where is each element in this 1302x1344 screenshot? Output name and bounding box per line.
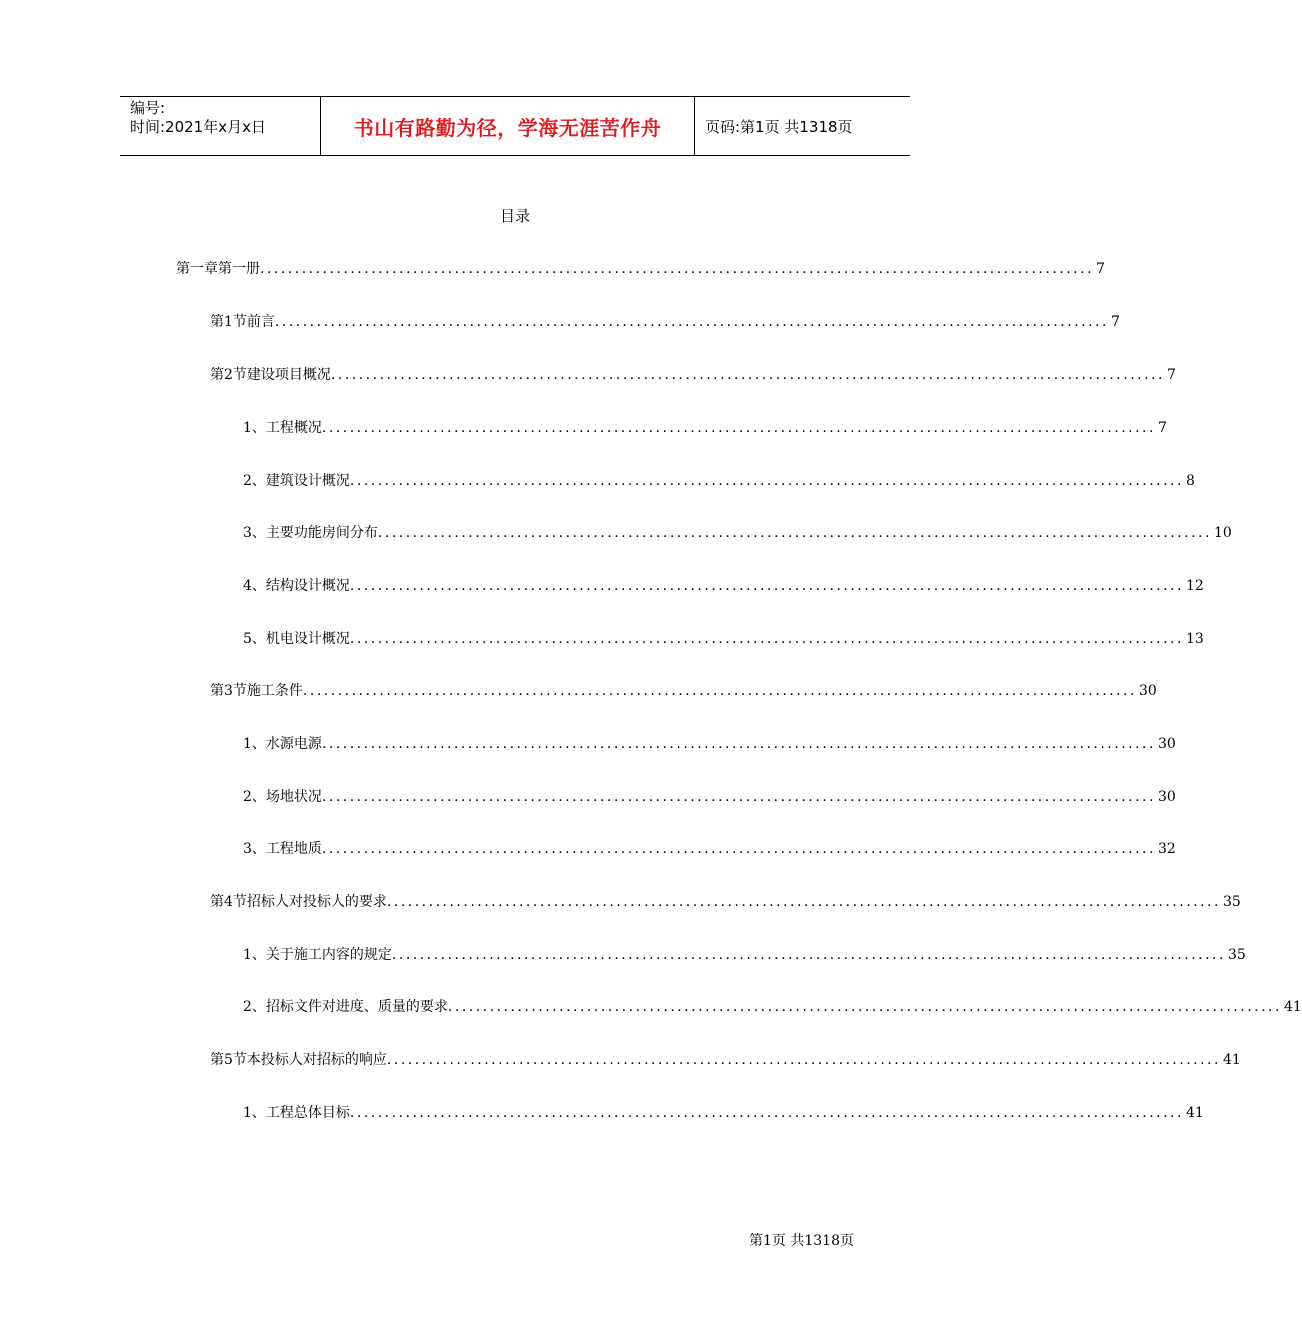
toc-leader-dots: ........................................................................................................................ [274,314,1109,330]
toc-entry-prefix: 3、 [243,525,266,541]
toc-entry[interactable] [243,470,1195,490]
toc-entry-label: 主要功能房间分布 [265,525,378,541]
toc-leader-dots: ........................................................................................................................ [386,1052,1221,1068]
toc-leader-dots: ........................................................................................................................ [260,261,1095,277]
header-meta [120,97,321,155]
toc-leader-dots: ........................................................................................................................ [349,631,1184,647]
toc-entry-page: 41 [1222,1052,1241,1068]
toc-entry-label: 场地状况 [265,789,322,805]
toc-entry[interactable] [243,575,1204,595]
toc-entry[interactable] [243,628,1204,648]
toc-entry-page: 30 [1157,789,1176,805]
document-number-label: 编号: [130,99,166,117]
toc-entry[interactable] [243,838,1176,858]
toc-entry-prefix: 第1节 [210,314,247,330]
toc-leader-dots: ........................................................................................................................ [377,525,1212,541]
toc-entry-page: 41 [1283,999,1302,1015]
toc-entry-page: 8 [1185,473,1195,489]
toc-entry-label: 建筑设计概况 [265,473,350,489]
toc-entry[interactable] [243,522,1232,542]
toc-entry[interactable] [243,996,1302,1016]
toc-entry[interactable] [210,311,1120,331]
document-time-label: 时间:2021年x月x日 [130,118,266,136]
toc-entry-prefix: 1、 [243,947,266,963]
header-page-label: 页码:第1页 共1318页 [705,117,853,136]
toc-entry-label: 水源电源 [265,736,322,752]
document-header [120,96,910,156]
toc-leader-dots: ........................................................................................................................ [330,367,1165,383]
toc-entry-label: 工程总体目标 [265,1105,350,1121]
toc-leader-dots: ........................................................................................................................ [321,789,1156,805]
toc-entry-label: 招标人对投标人的要求 [246,894,387,910]
toc-entry[interactable] [243,944,1246,964]
toc-entry-prefix: 第4节 [210,894,247,910]
toc-entry[interactable] [243,417,1167,437]
header-motto: 书山有路勤为径，学海无涯苦作舟 [321,97,695,155]
toc-entry[interactable] [176,258,1105,278]
toc-entry-label: 施工条件 [246,683,303,699]
toc-leader-dots: ........................................................................................................................ [302,683,1137,699]
toc-leader-dots: ........................................................................................................................ [321,841,1156,857]
toc-entry-page: 7 [1157,420,1167,436]
toc-leader-dots: ........................................................................................................................ [447,999,1282,1015]
toc-entry-label: 前言 [246,314,275,330]
toc-entry[interactable] [243,1102,1204,1122]
toc-entry[interactable] [210,1049,1241,1069]
toc-entry-prefix: 第3节 [210,683,247,699]
toc-leader-dots: ........................................................................................................................ [349,473,1184,489]
toc-entry-prefix: 2、 [243,473,266,489]
toc-entry-page: 7 [1166,367,1176,383]
toc-entry-label: 关于施工内容的规定 [265,947,392,963]
toc-entry-label: 工程概况 [265,420,322,436]
toc-entry[interactable] [243,786,1176,806]
toc-leader-dots: ........................................................................................................................ [321,736,1156,752]
toc-entry-label: 工程地质 [265,841,322,857]
toc-entry-label: 招标文件对进度、质量的要求 [265,999,448,1015]
toc-entry[interactable] [210,364,1176,384]
toc-entry-page: 35 [1227,947,1246,963]
toc-entry-label: 第一册 [218,261,260,277]
toc-entry[interactable] [243,733,1176,753]
toc-entry-prefix: 第2节 [210,367,247,383]
toc-entry-page: 32 [1157,841,1176,857]
toc-entry[interactable] [210,680,1157,700]
toc-entry-prefix: 2、 [243,789,266,805]
toc-entry-page: 30 [1157,736,1176,752]
toc-entry-page: 41 [1185,1105,1204,1121]
toc-entry-page: 12 [1185,578,1204,594]
toc-entry-label: 结构设计概况 [265,578,350,594]
toc-entry-page: 35 [1222,894,1241,910]
toc-entry[interactable] [210,891,1241,911]
toc-entry-prefix: 1、 [243,1105,266,1121]
toc-entry-prefix: 4、 [243,578,266,594]
toc-leader-dots: ........................................................................................................................ [391,947,1226,963]
toc-entry-page: 7 [1110,314,1120,330]
toc-leader-dots: ........................................................................................................................ [349,578,1184,594]
toc-entry-label: 建设项目概况 [246,367,331,383]
page-footer: 第1页 共1318页 [749,1233,854,1249]
toc-entry-label: 本投标人对招标的响应 [246,1052,387,1068]
toc-entry-page: 10 [1213,525,1232,541]
toc-entry-prefix: 1、 [243,420,266,436]
toc-entry-prefix: 第5节 [210,1052,247,1068]
toc-entry-prefix: 1、 [243,736,266,752]
toc-leader-dots: ........................................................................................................................ [349,1105,1184,1121]
toc-entry-prefix: 2、 [243,999,266,1015]
toc-entry-prefix: 第一章 [176,261,218,277]
toc-leader-dots: ........................................................................................................................ [321,420,1156,436]
toc-entry-page: 30 [1138,683,1157,699]
toc-title: 目录 [499,207,530,225]
toc-entry-prefix: 3、 [243,841,266,857]
toc-entry-prefix: 5、 [243,631,266,647]
toc-entry-label: 机电设计概况 [265,631,350,647]
toc-entry-page: 13 [1185,631,1204,647]
toc-leader-dots: ........................................................................................................................ [386,894,1221,910]
toc-entry-page: 7 [1096,261,1105,277]
